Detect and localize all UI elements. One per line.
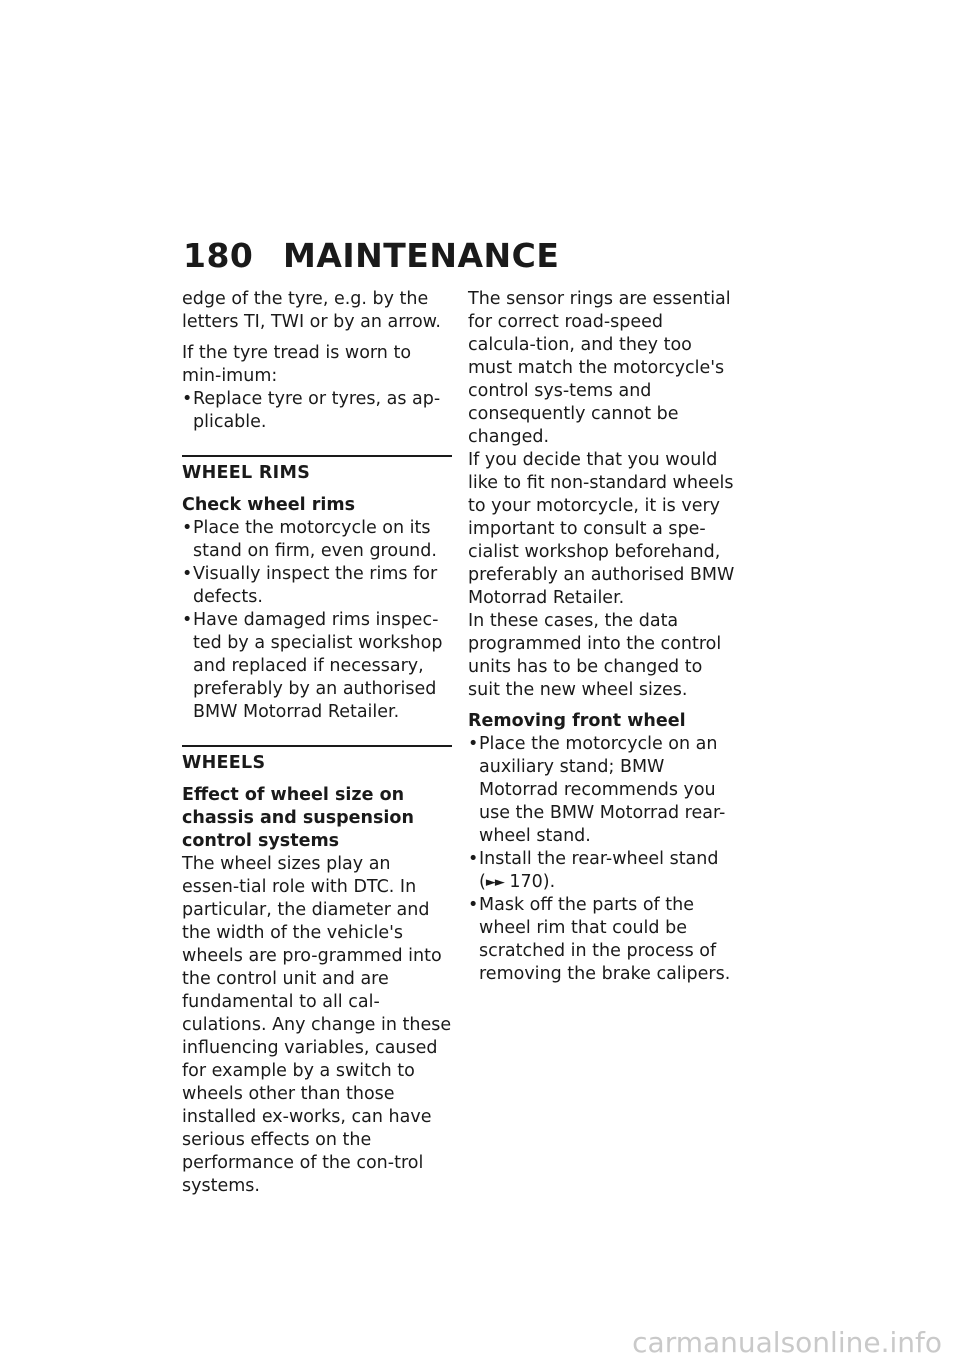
- section-title-wheels: WHEELS: [182, 753, 266, 773]
- bullet-icon: •: [468, 849, 479, 869]
- page-header: [183, 236, 559, 275]
- list-item: • Replace tyre or tyres, as ap-plicable.: [182, 389, 441, 432]
- list-item: • Have damaged rims inspec-ted by a specialist workshop and replaced if necessary, preferably by an authorised BMW Motorrad Retailer.: [182, 610, 443, 722]
- subsection-title-removing-front-wheel: Removing front wheel: [468, 711, 686, 731]
- bullet-icon: •: [182, 389, 193, 409]
- subsection-title-wheel-size: Effect of wheel size on chassis and suspension control systems: [182, 785, 414, 851]
- page-reference-link[interactable]: 170).: [503, 872, 556, 892]
- data-change-text: In these cases, the data programmed into the control units has to be changed to suit the new wheel sizes.: [468, 611, 722, 700]
- bullet-icon: •: [468, 734, 479, 754]
- tread-worn-text: If the tyre tread is worn to min-imum:: [182, 343, 412, 386]
- section-divider: [182, 455, 452, 457]
- page-reference-arrow-icon: ►►: [485, 875, 504, 890]
- removing-bullet-list: [468, 733, 736, 986]
- sensor-rings-text: The sensor rings are essential for correct road-speed calcula-tion, and they too must match the motorcycle's control sys-tems and consequently cannot be changed.: [468, 289, 731, 447]
- section-heading: MAINTENANCE: [283, 236, 560, 275]
- list-item: • Install the rear-wheel stand (►► 170).: [468, 849, 719, 892]
- bullet-icon: •: [182, 564, 193, 584]
- bullet-icon: •: [182, 518, 193, 538]
- section-divider: [182, 745, 452, 747]
- subsection-title-check-rims: Check wheel rims: [182, 495, 356, 515]
- list-item: • Place the motorcycle on its stand on firm, even ground.: [182, 518, 437, 561]
- tread-edge-text: edge of the tyre, e.g. by the letters TI, TWI or by an arrow.: [182, 289, 441, 332]
- rims-bullet-list: [182, 517, 452, 724]
- bullet-icon: •: [182, 610, 193, 630]
- list-item: • Place the motorcycle on an auxiliary stand; BMW Motorrad recommends you use the BMW Motorrad rear-wheel stand.: [468, 734, 726, 846]
- wheel-size-text: The wheel sizes play an essen-tial role with DTC. In particular, the diameter and the width of the vehicle's wheels are pro-grammed into the control unit and are fundamental to all cal-culations. Any change in these influencing variables, caused for example by a switch to wheels other than those installed ex-works, can have serious effects on the performance of the con-trol systems.: [182, 854, 452, 1196]
- list-item: • Visually inspect the rims for defects.: [182, 564, 438, 607]
- page-number: 180: [183, 236, 254, 275]
- bullet-icon: •: [468, 895, 479, 915]
- right-column: [468, 288, 736, 986]
- watermark-site-text: carmanualsonline.info: [632, 1326, 942, 1359]
- tyre-bullet-list: [182, 388, 452, 434]
- non-standard-wheels-text: If you decide that you would like to fit non-standard wheels to your motorcycle, it is very important to consult a spe-cialist workshop beforehand, preferably an authorised BMW Motorrad Retailer.: [468, 450, 735, 608]
- section-title-wheel-rims: WHEEL RIMS: [182, 463, 311, 483]
- left-column: [182, 288, 452, 1206]
- list-item: • Mask off the parts of the wheel rim that could be scratched in the process of removing the brake calipers.: [468, 895, 731, 984]
